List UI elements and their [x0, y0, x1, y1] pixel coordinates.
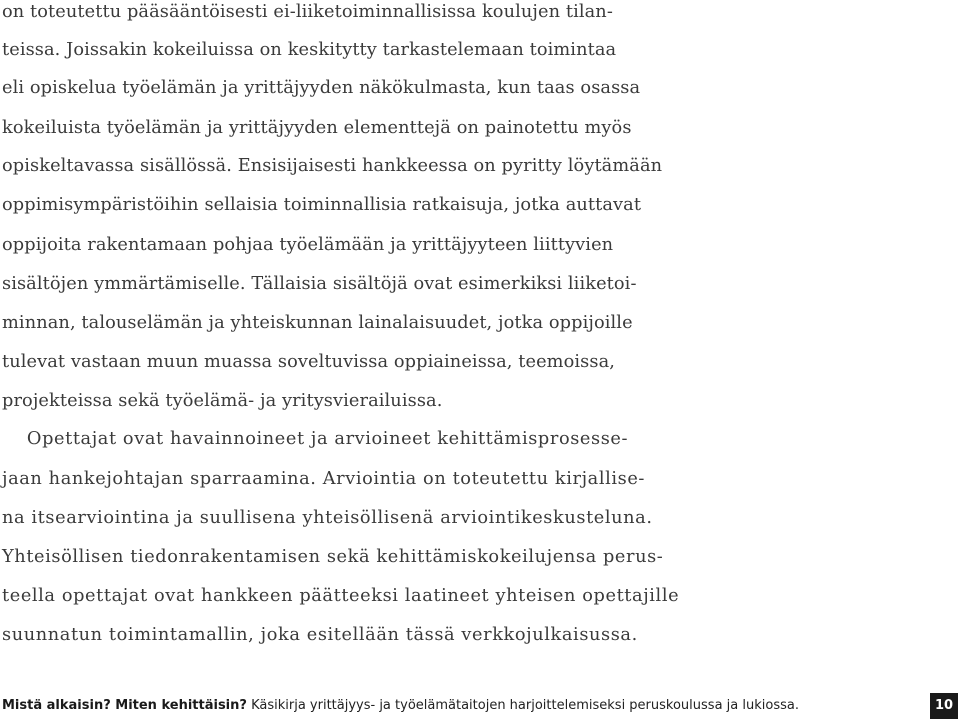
text-line: minnan, talouselämän ja yhteiskunnan lainalaisuudet, jotka oppijoille	[2, 312, 633, 333]
text-line: jaan hankejohtajan sparraamina. Arviointia on toteutettu kirjallise-	[2, 468, 646, 489]
text-line: oppimisympäristöihin sellaisia toiminnallisia ratkaisuja, jotka auttavat	[2, 194, 642, 215]
text-line: tulevat vastaan muun muassa soveltuvissa oppiaineissa, teemoissa,	[2, 351, 615, 372]
text-line: na itsearviointina ja suullisena yhteisöllisenä arviointikeskusteluna.	[2, 507, 653, 528]
text-line: teissa. Joissakin kokeiluissa on keskitytty tarkastelemaan toimintaa	[2, 39, 617, 60]
page-number-badge: 10	[930, 693, 958, 719]
text-line: opiskeltavassa sisällössä. Ensisijaisesti hankkeessa on pyritty löytämään	[2, 155, 663, 176]
text-line: eli opiskelua työelämän ja yrittäjyyden näkökulmasta, kun taas osassa	[2, 77, 641, 98]
text-line: oppijoita rakentamaan pohjaa työelämään ja yrittäjyyteen liittyvien	[2, 234, 614, 255]
text-line: sisältöjen ymmärtämiselle. Tällaisia sisältöjä ovat esimerkiksi liiketoi-	[2, 273, 637, 294]
text-line: suunnatun toimintamallin, joka esitellään tässä verkkojulkaisussa.	[2, 624, 638, 645]
page-footer	[2, 696, 960, 716]
footer-subtitle: Käsikirja yrittäjyys- ja työelämätaitojen harjoittelemiseksi peruskoulussa ja lukiossa.	[246, 698, 799, 713]
text-line: teella opettajat ovat hankkeen päätteeksi laatineet yhteisen opettajille	[2, 585, 680, 606]
footer-title: Mistä alkaisin? Miten kehittäisin?	[2, 698, 247, 713]
text-line: Opettajat ovat havainnoineet ja arvioineet kehittämisprosesse-	[2, 428, 629, 449]
text-line: Yhteisöllisen tiedonrakentamisen sekä kehittämiskokeilujensa perus-	[2, 546, 664, 567]
text-line: projekteissa sekä työelämä- ja yritysvierailuissa.	[2, 390, 443, 411]
text-line: kokeiluista työelämän ja yrittäjyyden elementtejä on painotettu myös	[2, 117, 632, 138]
text-line: on toteutettu pääsääntöisesti ei-liiketoiminnallisissa koulujen tilan-	[2, 1, 613, 22]
